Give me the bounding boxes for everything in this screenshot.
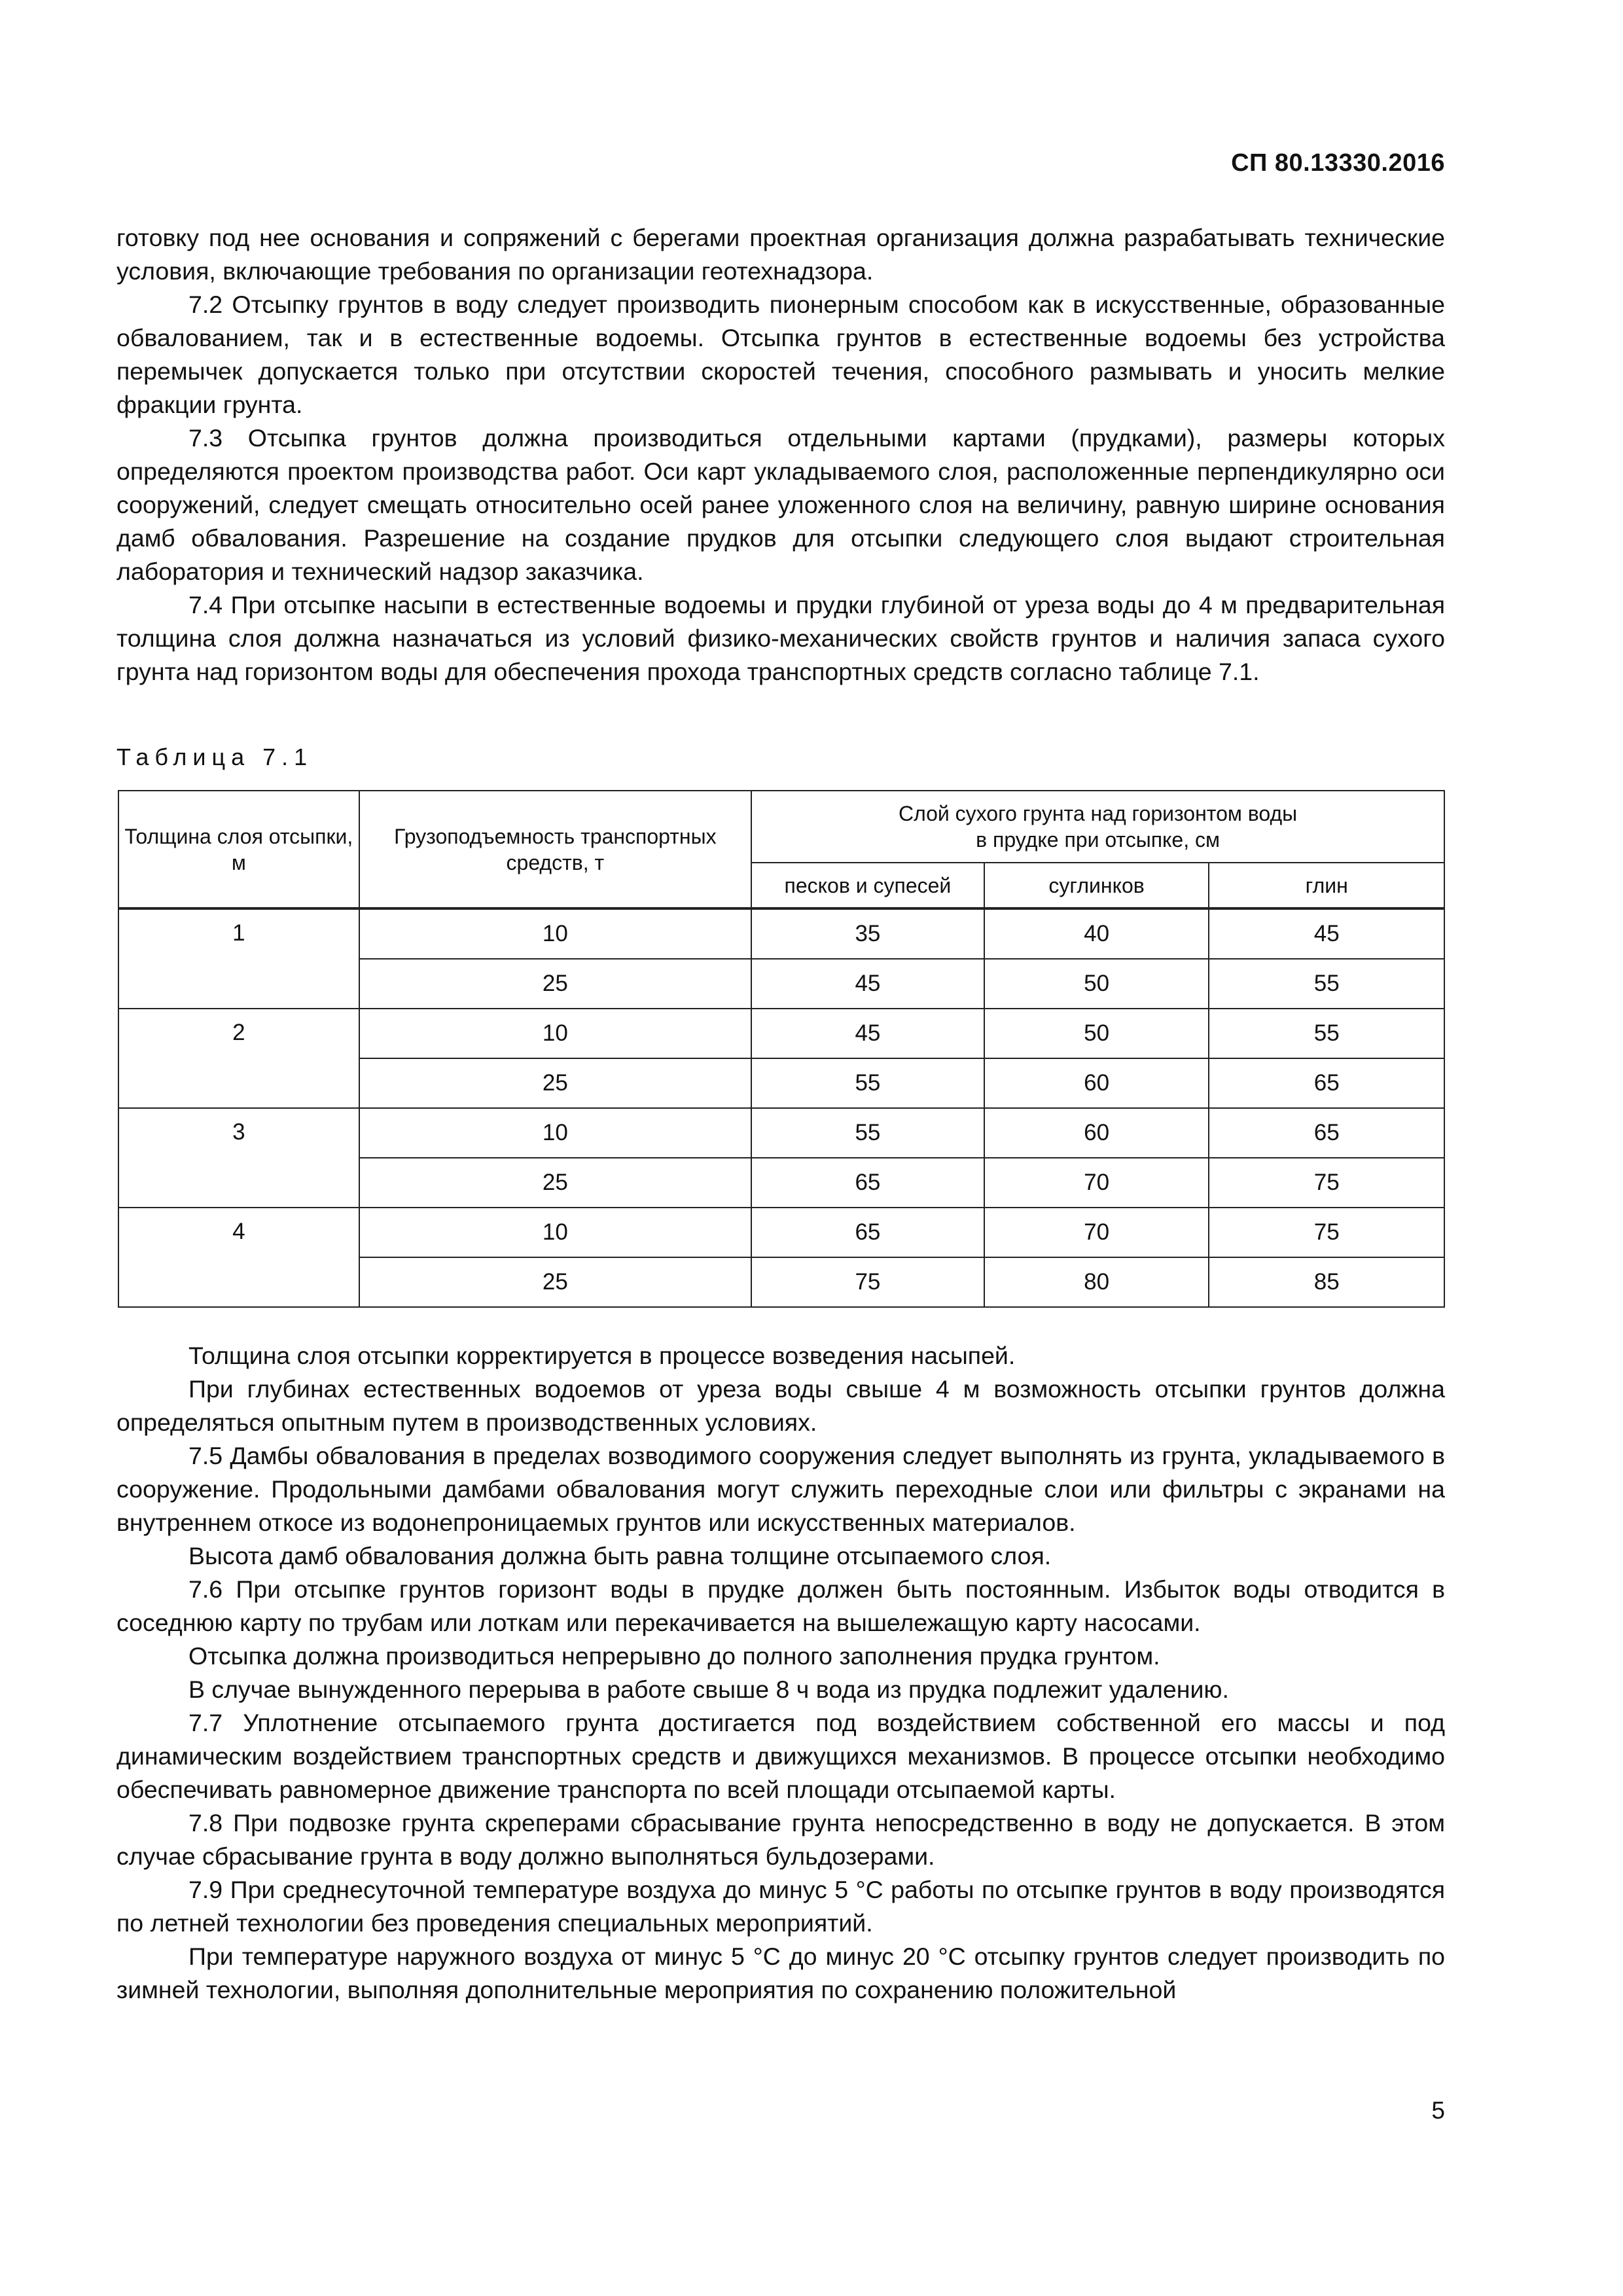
header-sands: песков и супесей (751, 863, 984, 908)
cell-loams: 70 (984, 1158, 1209, 1208)
cell-sands: 45 (751, 959, 984, 1009)
cell-clays: 65 (1209, 1058, 1444, 1108)
cell-capacity: 10 (359, 1208, 751, 1257)
cell-sands: 65 (751, 1208, 984, 1257)
header-loams: суглинков (984, 863, 1209, 908)
header-dry-layer (751, 791, 1444, 863)
paragraph: 7.2 Отсыпку грунтов в воду следует производить пионерным способом как в искусственные, образованные обвалованием, так и в естественные водоемы. Отсыпка грунтов в естественные водоемы без устройства перемычек допускается только при отсутствии скоростей течения, способного размывать и уносить мелкие фракции грунта. (116, 291, 1445, 418)
cell-sands: 55 (751, 1058, 984, 1108)
cell-thickness: 4 (118, 1208, 359, 1307)
cell-capacity: 10 (359, 1108, 751, 1158)
cell-thickness: 3 (118, 1108, 359, 1208)
paragraph: Высота дамб обвалования должна быть равна толщине отсыпаемого слоя. (188, 1542, 1052, 1570)
cell-sands: 45 (751, 1009, 984, 1058)
page-number: 5 (1431, 2097, 1445, 2124)
table-row (118, 1108, 1444, 1158)
cell-sands: 75 (751, 1257, 984, 1307)
header-dry-layer-line1: Слой сухого грунта над горизонтом воды (898, 802, 1298, 825)
document-code: СП 80.13330.2016 (1231, 149, 1445, 177)
cell-loams: 60 (984, 1108, 1209, 1158)
paragraph: При температуре наружного воздуха от минус 5 °С до минус 20 °С отсыпку грунтов следует производить по зимней технологии, выполняя дополнительные мероприятия по сохранению положительной (116, 1943, 1445, 2003)
paragraph: 7.8 При подвозке грунта скреперами сбрасывание грунта непосредственно в воду не допускается. В этом случае сбрасывание грунта в воду должно выполняться бульдозерами. (116, 1809, 1445, 1870)
paragraph: 7.3 Отсыпка грунтов должна производиться отдельными картами (прудками), размеры которых определяются проектом производства работ. Оси карт укладываемого слоя, расположенные перпендикулярно оси сооружений, следует смещать относительно осей ранее уложенного слоя на величину, равную ширине основания дамб обвалования. Разрешение на создание прудков для отсыпки следующего слоя выдают строительная лаборатория и технический надзор заказчика. (116, 424, 1445, 585)
header-capacity: Грузоподъемность транспортных средств, т (359, 791, 751, 908)
paragraph: В случае вынужденного перерыва в работе свыше 8 ч вода из прудка подлежит удалению. (188, 1676, 1229, 1703)
cell-sands: 65 (751, 1158, 984, 1208)
paragraph: 7.6 При отсыпке грунтов горизонт воды в прудке должен быть постоянным. Избыток воды отводится в соседнюю карту по трубам или лоткам или перекачивается на вышележащую карту насосами. (116, 1575, 1445, 1636)
header-clays: глин (1209, 863, 1444, 908)
cell-capacity: 25 (359, 1058, 751, 1108)
cell-clays: 55 (1209, 959, 1444, 1009)
table-row (118, 1009, 1444, 1058)
paragraph: 7.7 Уплотнение отсыпаемого грунта достигается под воздействием собственной его массы и под динамическим воздействием транспортных средств и движущихся механизмов. В процессе отсыпки необходимо обеспечивать равномерное движение транспорта по всей площади отсыпаемой карты. (116, 1709, 1445, 1803)
cell-loams: 50 (984, 1009, 1209, 1058)
cell-loams: 60 (984, 1058, 1209, 1108)
table-caption: Таблица 7.1 (116, 744, 313, 770)
body-text-bottom (116, 1339, 1445, 2007)
cell-loams: 70 (984, 1208, 1209, 1257)
paragraph: При глубинах естественных водоемов от уреза воды свыше 4 м возможность отсыпки грунтов должна определяться опытным путем в производственных условиях. (116, 1375, 1445, 1436)
cell-sands: 55 (751, 1108, 984, 1158)
header-thickness: Толщина слоя отсыпки, м (118, 791, 359, 908)
cell-clays: 85 (1209, 1257, 1444, 1307)
cell-capacity: 25 (359, 959, 751, 1009)
data-table (118, 790, 1445, 1308)
paragraph: 7.4 При отсыпке насыпи в естественные водоемы и прудки глубиной от уреза воды до 4 м предварительная толщина слоя должна назначаться из условий физико-механических свойств грунтов и наличия запаса сухого грунта над горизонтом воды для обеспечения прохода транспортных средств согласно таблице 7.1. (116, 591, 1445, 685)
cell-clays: 55 (1209, 1009, 1444, 1058)
cell-capacity: 10 (359, 1009, 751, 1058)
cell-loams: 80 (984, 1257, 1209, 1307)
paragraph: готовку под нее основания и сопряжений с берегами проектная организация должна разрабатывать технические условия, включающие требования по организации геотехнадзора. (116, 224, 1445, 285)
cell-clays: 75 (1209, 1208, 1444, 1257)
cell-thickness: 1 (118, 908, 359, 1009)
cell-loams: 40 (984, 908, 1209, 959)
cell-capacity: 25 (359, 1158, 751, 1208)
table-row (118, 908, 1444, 959)
body-text-top (116, 221, 1445, 689)
paragraph: 7.9 При среднесуточной температуре воздуха до минус 5 °С работы по отсыпке грунтов в воду производятся по летней технологии без проведения специальных мероприятий. (116, 1876, 1445, 1937)
cell-thickness: 2 (118, 1009, 359, 1108)
cell-loams: 50 (984, 959, 1209, 1009)
cell-capacity: 25 (359, 1257, 751, 1307)
paragraph: Отсыпка должна производиться непрерывно до полного заполнения прудка грунтом. (188, 1642, 1160, 1670)
cell-sands: 35 (751, 908, 984, 959)
table-row (118, 1208, 1444, 1257)
cell-clays: 65 (1209, 1108, 1444, 1158)
header-dry-layer-line2: в прудке при отсыпке, см (976, 828, 1220, 852)
cell-clays: 75 (1209, 1158, 1444, 1208)
cell-clays: 45 (1209, 908, 1444, 959)
paragraph: 7.5 Дамбы обвалования в пределах возводимого сооружения следует выполнять из грунта, укладываемого в сооружение. Продольными дамбами обвалования могут служить переходные слои или фильтры с экранами на внутреннем откосе из водонепроницаемых грунтов или искусственных материалов. (116, 1442, 1445, 1536)
cell-capacity: 10 (359, 908, 751, 959)
paragraph: Толщина слоя отсыпки корректируется в процессе возведения насыпей. (188, 1342, 1016, 1369)
